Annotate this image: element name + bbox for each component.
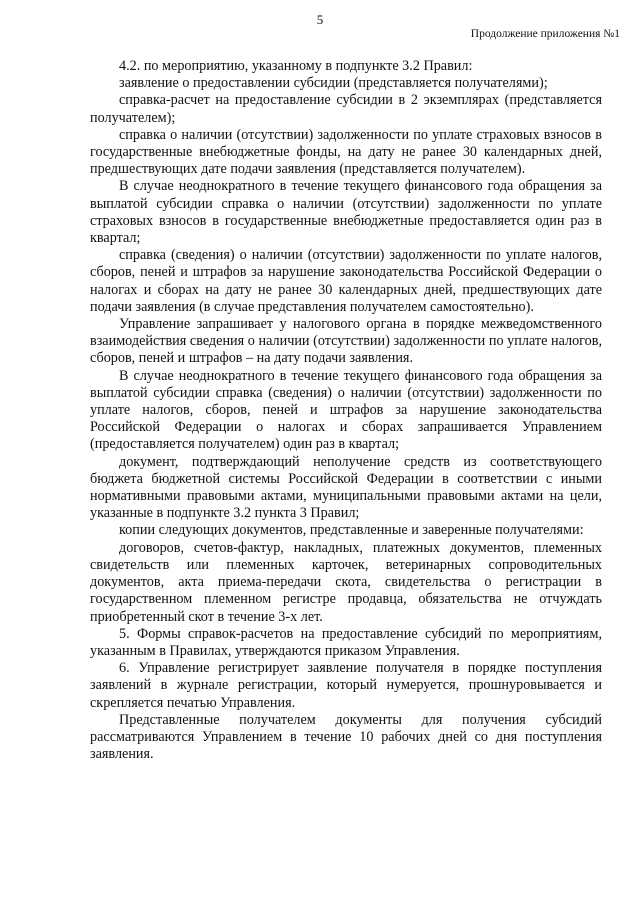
paragraph-item-6: 6. Управление регистрирует заявление получателя в порядке поступления заявлений в журнале регистрации, который нумеруется, прошнуровывается и скрепляется печатью Управления.: [90, 660, 602, 711]
paragraph-subsidy-application: заявление о предоставлении субсидии (представляется получателями);: [119, 75, 548, 92]
page-number: 5: [316, 12, 324, 27]
paragraph-review-period: Представленные получателем документы для получения субсидий рассматриваются Управлением в течение 10 рабочих дней со дня поступления заявления.: [90, 711, 602, 763]
paragraph-tax-debt-certificate: справка (сведения) о наличии (отсутствии) задолженности по уплате налогов, сборов, пеней и штрафов за нарушение законодательства Российской Федерации о налогах и сборах на дату не ранее 30 календарных дней, предшествующих дате подачи заявления (в случае представления получателем самостоятельно).: [90, 247, 602, 315]
paragraph-interagency-request: Управление запрашивает у налогового органа в порядке межведомственного взаимодействия сведения о наличии (отсутствии) задолженности по уплате налогов, сборов, пеней и штрафов – на дату подачи заявления.: [90, 316, 602, 367]
paragraph-copies-list: договоров, счетов-фактур, накладных, платежных документов, племенных свидетельств или племенных карточек, ветеринарных сопроводительных документов, акта приема-передачи скота, свидетельства о регистрации в государственном племенном регистре продавца, обязательства не отчуждать приобретенный скот в течение 3-х лет.: [90, 539, 602, 625]
paragraph-repeated-tax-certificate: В случае неоднократного в течение текущего финансового года обращения за выплатой субсидии справка (сведения) о наличии (отсутствии) задолженности по уплате налогов, сборов, пеней и штрафов за нарушение законодательства Российской Федерации о налогах и сборах запрашивается Управлением (предоставляется получателем) один раз в квартал;: [90, 367, 602, 453]
document-body: [90, 58, 602, 763]
paragraph-repeated-insurance-certificate: В случае неоднократного в течение текущего финансового года обращения за выплатой субсидии справка о наличии (отсутствии) задолженности по уплате страховых взносов в государственные внебюджетные предоставляется один раз в квартал;: [90, 178, 602, 247]
paragraph-insurance-debt-certificate: справка о наличии (отсутствии) задолженности по уплате страховых взносов в государственные внебюджетные фонды, на дату не ранее 30 календарных дней, предшествующих дате подачи заявления (представляется получателем).: [90, 126, 602, 178]
paragraph-item-5: 5. Формы справок-расчетов на предоставление субсидий по мероприятиям, указанным в Правилах, утверждаются приказом Управления.: [90, 625, 602, 659]
appendix-continuation-note: Продолжение приложения №1: [470, 28, 620, 40]
paragraph-non-receipt-document: документ, подтверждающий неполучение средств из соответствующего бюджета бюджетной системы Российской Федерации в соответствии с иными нормативными правовыми актами, муниципальными правовыми актами на цели, указанные в подпункте 3.2 пункта 3 Правил;: [90, 453, 602, 522]
paragraph-calculation-certificate: справка-расчет на предоставление субсидии в 2 экземплярах (представляется получателем);: [90, 92, 602, 126]
paragraph-document-copies: копии следующих документов, представленные и заверенные получателями:: [119, 522, 584, 539]
paragraph-4-2-heading: 4.2. по мероприятию, указанному в подпункте 3.2 Правил:: [119, 58, 473, 74]
